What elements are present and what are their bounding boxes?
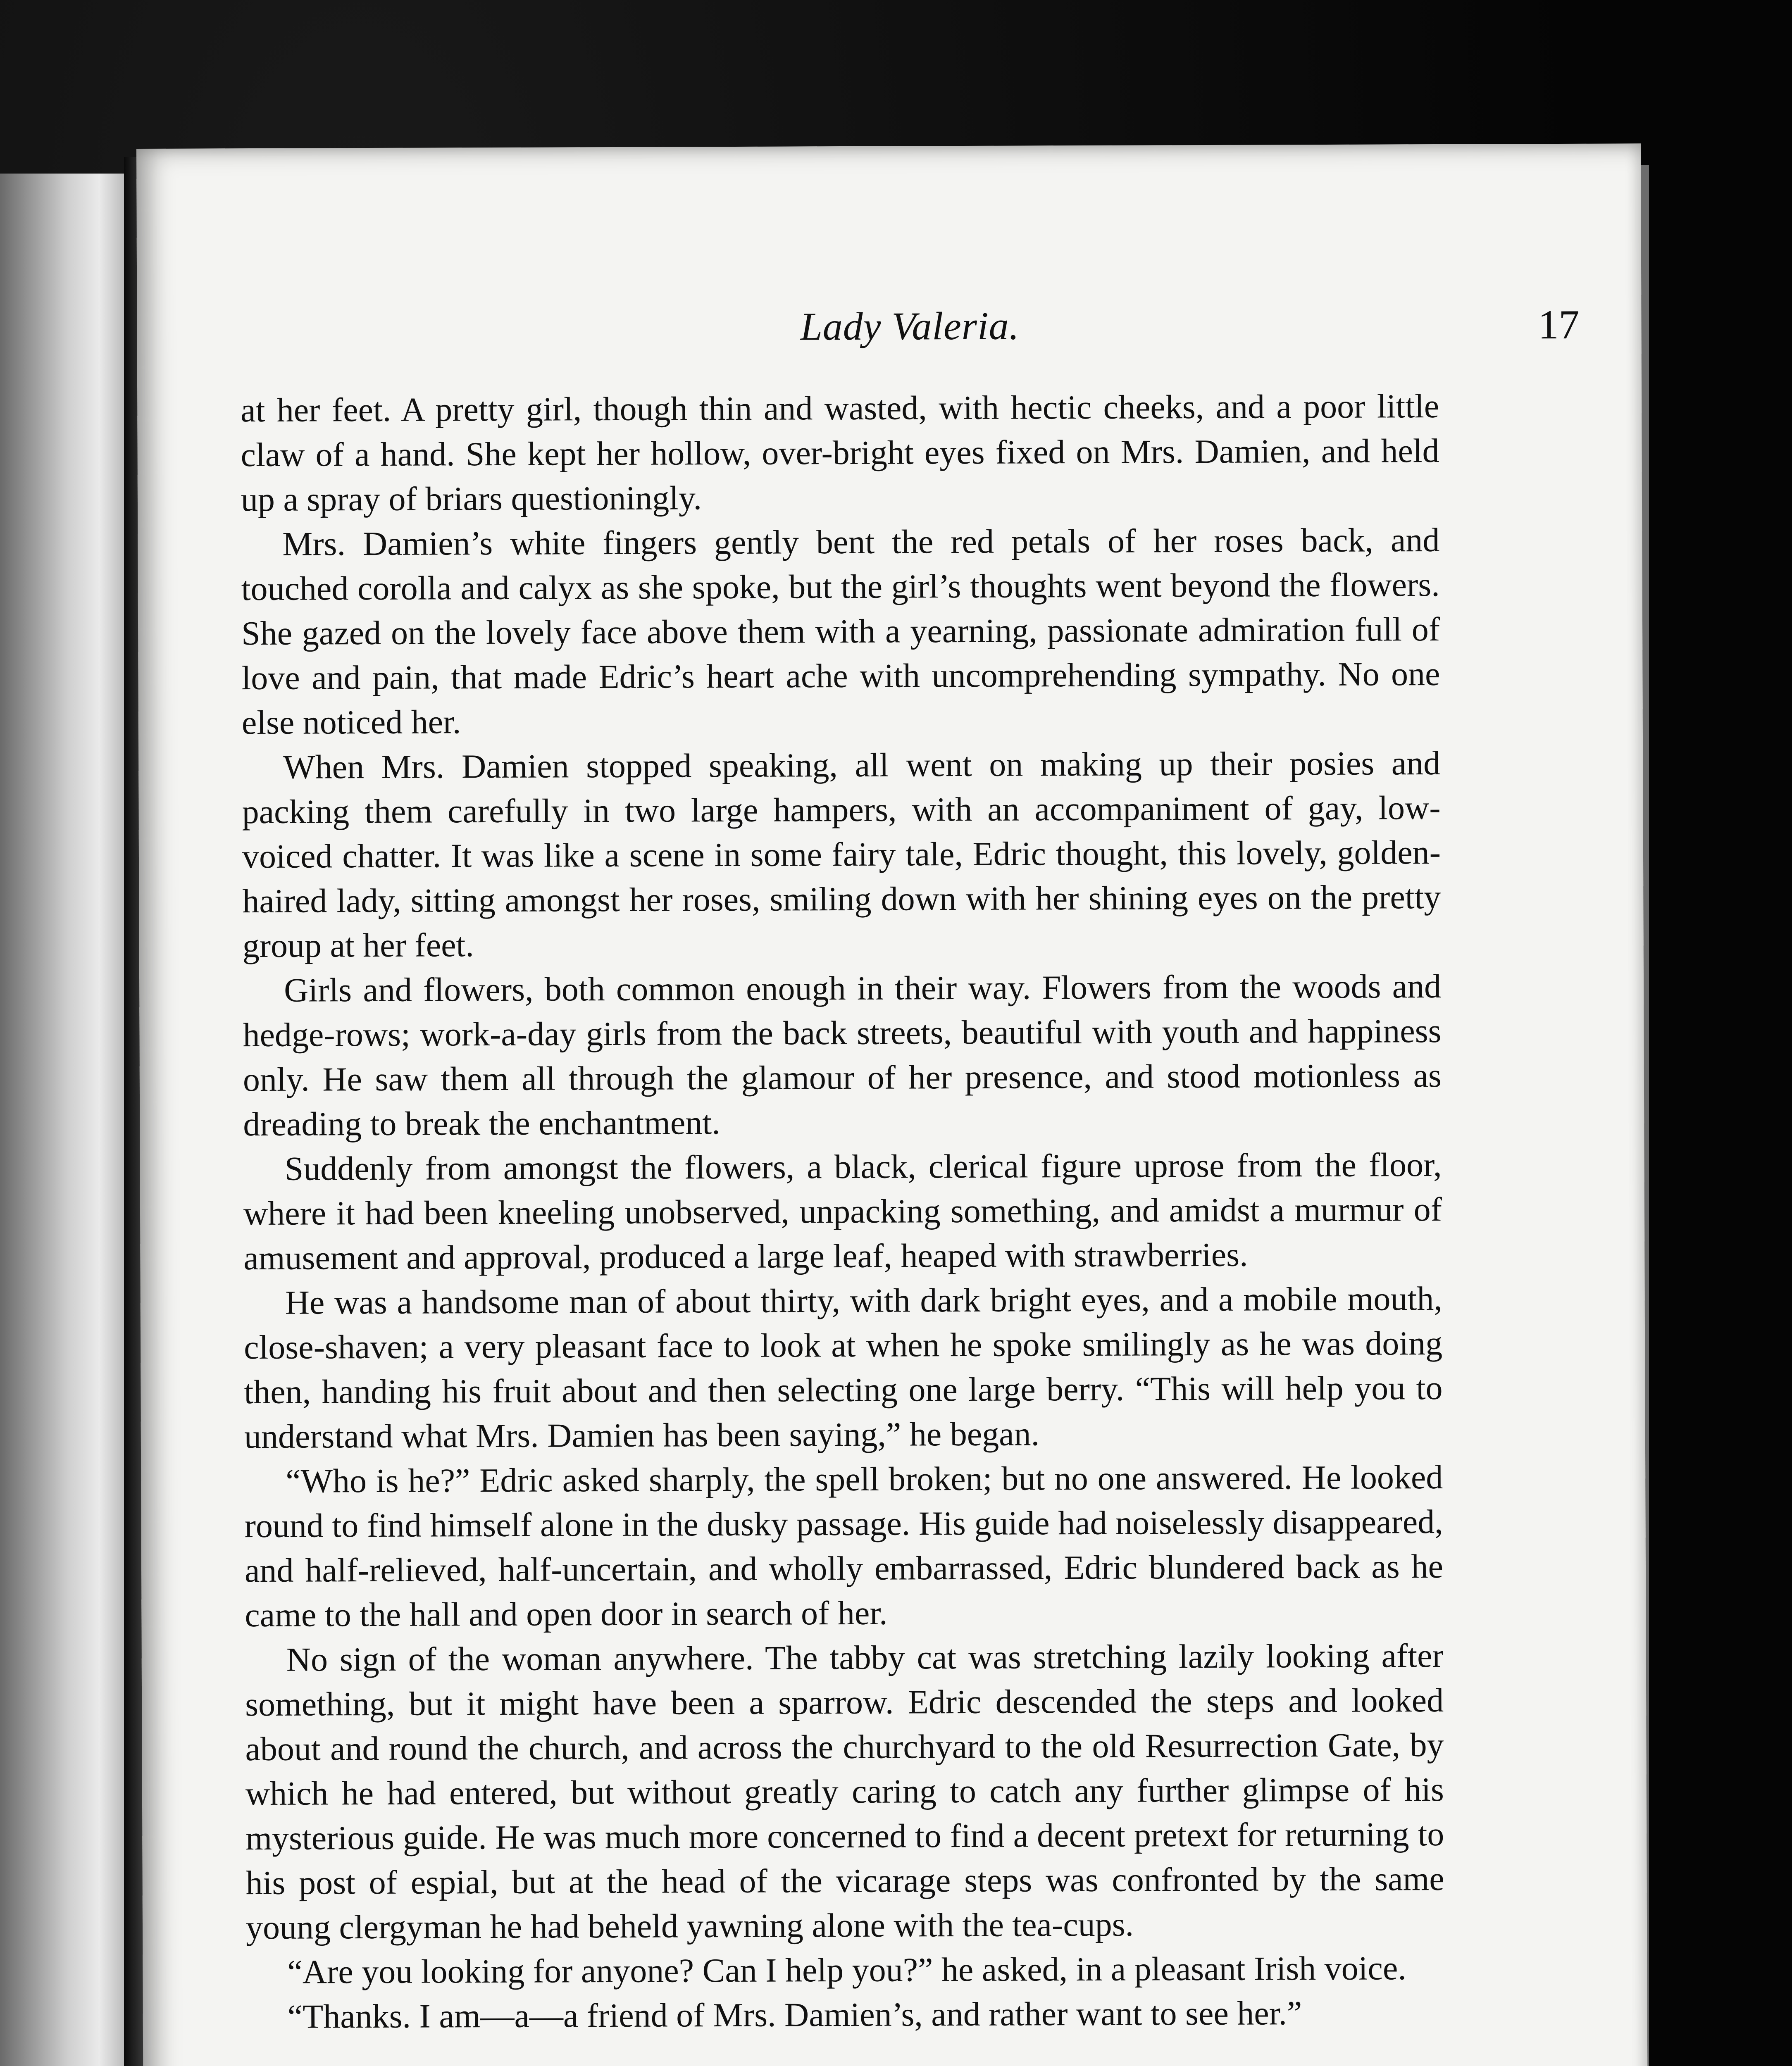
paragraph: Girls and flowers, both common enough in their way. Flowers from the woods and hedge-rows; work-a-day girls from the back streets, beautiful with youth and happiness only. He saw them all through the glamour of her presence, and stood motionless as dreading to break the enchantment.: [243, 967, 1442, 1143]
paragraph: He was a handsome man of about thirty, with dark bright eyes, and a mobile mouth, close-shaven; a very pleasant face to look at when he spoke smilingly as he was doing then, handing his fruit about and then selecting one large berry. “This will help you to understand what Mrs. Damien has been saying,” he began.: [243, 1279, 1443, 1456]
paragraph: “Thanks. I am—a—a friend of Mrs. Damien’s, and rather want to see her.”: [287, 1994, 1302, 2035]
body-text: [241, 384, 1445, 2039]
paragraph: When Mrs. Damien stopped speaking, all went on making up their posies and packing them carefully in two large hampers, with an accompaniment of gay, low-voiced chatter. It was like a scene in some fairy tale, Edric thought, this lovely, golden-haired lady, sitting amongst her roses, smiling down with her shining eyes on the pretty group at her feet.: [242, 744, 1441, 965]
page-number: 17: [1538, 301, 1580, 348]
paragraph: No sign of the woman anywhere. The tabby cat was stretching lazily looking after something, but it might have been a sparrow. Edric descended the steps and looked about and round the church, and across the churchyard to the old Resurrection Gate, by which he had entered, but without greatly caring to catch any further glimpse of his mysterious guide. He was much more concerned to find a decent pretext for returning to his post of espial, but at the head of the vicarage steps was confronted by the same young clergyman he had beheld yawning alone with the tea-cups.: [245, 1636, 1444, 1947]
page-header: [240, 301, 1579, 363]
book-page: [136, 143, 1650, 2066]
facing-page-edge: [0, 174, 128, 2066]
paragraph: Suddenly from amongst the flowers, a black, clerical figure uprose from the floor, where it had been kneeling unobserved, unpacking something, and amidst a murmur of amusement and approval, produced a large leaf, heaped with strawberries.: [243, 1145, 1442, 1277]
paragraph: at her feet. A pretty girl, though thin and wasted, with hectic cheeks, and a poor little claw of a hand. She kept her hollow, over-bright eyes fixed on Mrs. Damien, and held up a spray of briars questioningly.: [241, 387, 1439, 519]
running-title: Lady Valeria.: [800, 303, 1020, 349]
paragraph: “Are you looking for anyone? Can I help you?” he asked, in a pleasant Irish voice.: [287, 1949, 1406, 1991]
paragraph: “Who is he?” Edric asked sharply, the spell broken; but no one answered. He looked round to find himself alone in the dusky passage. His guide had noiselessly disappeared, and half-relieved, half-uncertain, and wholly embarrassed, Edric blundered back as he came to the hall and open door in search of her.: [244, 1458, 1444, 1634]
paragraph: Mrs. Damien’s white fingers gently bent the red petals of her roses back, and touched corolla and calyx as she spoke, but the girl’s thoughts went beyond the flowers. She gazed on the lovely face above them with a yearning, passionate admiration full of love and pain, that made Edric’s heart ache with uncomprehending sympathy. No one else noticed her.: [241, 521, 1440, 742]
